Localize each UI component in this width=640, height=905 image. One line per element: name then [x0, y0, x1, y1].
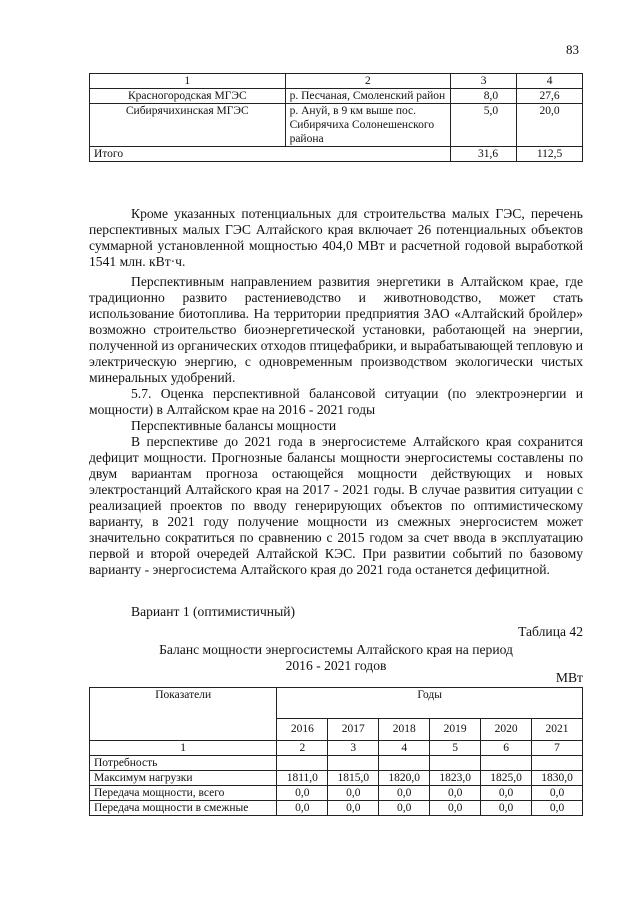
river-location: р. Ануй, в 9 км выше пос. Сибирячиха Солонешенского района: [285, 104, 451, 147]
value-cell: 1815,0: [328, 771, 379, 786]
station-name: Сибирячихинская МГЭС: [90, 104, 286, 147]
value-cell: 0,0: [532, 786, 583, 801]
power-value: 5,0: [451, 104, 517, 147]
year-cell: 2021: [532, 718, 583, 740]
index-cell: 6: [481, 741, 532, 756]
row-label: Передача мощности в смежные: [90, 801, 277, 816]
year-cell: 2019: [430, 718, 481, 740]
year-cell: 2020: [481, 718, 532, 740]
table-header-row: [90, 74, 583, 89]
value-cell: 0,0: [379, 801, 430, 816]
table-title-line: 2016 - 2021 годов: [285, 658, 387, 673]
value-cell: 0,0: [532, 801, 583, 816]
value-cell: 0,0: [277, 786, 328, 801]
section-row: [90, 756, 583, 771]
years-header: Годы: [277, 688, 583, 719]
body-text: [89, 206, 583, 578]
column-number: 4: [517, 74, 583, 89]
index-cell: 2: [277, 741, 328, 756]
total-label: Итого: [90, 147, 451, 162]
power-value: 8,0: [451, 89, 517, 104]
table-row: [90, 89, 583, 104]
unit-label: МВт: [555, 670, 583, 685]
river-location: р. Песчаная, Смоленский район: [285, 89, 451, 104]
row-label: Максимум нагрузки: [90, 771, 277, 786]
paragraph: Кроме указанных потенциальных для строительства малых ГЭС, перечень перспективных малых ГЭС Алтайского края включает 26 потенциальных объектов суммарной установленной мощностью 404,0 МВт и расчетной годовой выработкой 1541 млн. кВт·ч.: [89, 206, 583, 269]
value-cell: 1825,0: [481, 771, 532, 786]
page-number: 83: [566, 42, 579, 57]
row-label: Передача мощности, всего: [90, 786, 277, 801]
value-cell: 0,0: [430, 801, 481, 816]
year-cell: 2017: [328, 718, 379, 740]
header-row: [90, 688, 583, 719]
mini-hydro-table: [89, 73, 583, 162]
power-balance-table: [89, 687, 583, 816]
year-cell: 2018: [379, 718, 430, 740]
column-number: 1: [90, 74, 286, 89]
paragraph: В перспективе до 2021 года в энергосистеме Алтайского края сохранится дефицит мощности. Прогнозные балансы мощности энергосистемы составлены по двум вариантам прогноза остающейся мощности действующих и новых электростанций Алтайского края на 2017 - 2021 годы. В случае развития ситуации с реализацией проектов по вводу генерирующих объектов по оптимистическому варианту, в 2021 году получение мощности из смежных энергосистем может значительно сократиться по сравнению с 2015 годом за счет ввода в эксплуатацию первой и второй очередей Алтайской КЭС. При развитии событий по базовому варианту - энергосистема Алтайского края до 2021 года останется дефицитной.: [89, 434, 583, 577]
station-name: Красногородская МГЭС: [90, 89, 286, 104]
indicators-header: Показатели: [90, 688, 277, 741]
column-number: 3: [451, 74, 517, 89]
value-cell: 1820,0: [379, 771, 430, 786]
table-row: [90, 786, 583, 801]
value-cell: 0,0: [379, 786, 430, 801]
variant-text: Вариант 1 (оптимистичный): [131, 604, 296, 619]
value-cell: 1830,0: [532, 771, 583, 786]
index-cell: 4: [379, 741, 430, 756]
section-label: Потребность: [90, 756, 277, 771]
index-row: [90, 741, 583, 756]
value-cell: 1811,0: [277, 771, 328, 786]
index-cell: 5: [430, 741, 481, 756]
table-row: [90, 801, 583, 816]
paragraph: Перспективным направлением развития энергетики в Алтайском крае, где традиционно развито растениеводство и животноводство, может стать использование биотоплива. На территории предприятия ЗАО «Алтайский бройлер» возможно строительство биоэнергетической установки, работающей на энергии, полученной из органических отходов птицефабрики, и вырабатывающей тепловую и электрическую энергию, с одновременным производством экологически чистых минеральных удобрений.: [89, 274, 583, 385]
output-value: 27,6: [517, 89, 583, 104]
total-power: 31,6: [451, 147, 517, 162]
column-number: 2: [285, 74, 451, 89]
index-cell: 1: [90, 741, 277, 756]
value-cell: 0,0: [481, 801, 532, 816]
value-cell: 0,0: [481, 786, 532, 801]
table-label: Таблица 42: [518, 624, 583, 639]
index-cell: 7: [532, 741, 583, 756]
value-cell: 1823,0: [430, 771, 481, 786]
value-cell: 0,0: [328, 801, 379, 816]
total-output: 112,5: [517, 147, 583, 162]
table-row: [90, 104, 583, 147]
value-cell: 0,0: [328, 786, 379, 801]
index-cell: 3: [328, 741, 379, 756]
table-title-line: Баланс мощности энергосистемы Алтайского края на период: [159, 642, 513, 657]
value-cell: 0,0: [430, 786, 481, 801]
table-row: [90, 771, 583, 786]
subheading: Перспективные балансы мощности: [131, 418, 337, 433]
output-value: 20,0: [517, 104, 583, 147]
variant-label: [89, 604, 583, 620]
section-heading: 5.7. Оценка перспективной балансовой ситуации (по электроэнергии и мощности) в Алтайском крае на 2016 - 2021 годы: [89, 386, 583, 417]
year-cell: 2016: [277, 718, 328, 740]
total-row: [90, 147, 583, 162]
value-cell: 0,0: [277, 801, 328, 816]
